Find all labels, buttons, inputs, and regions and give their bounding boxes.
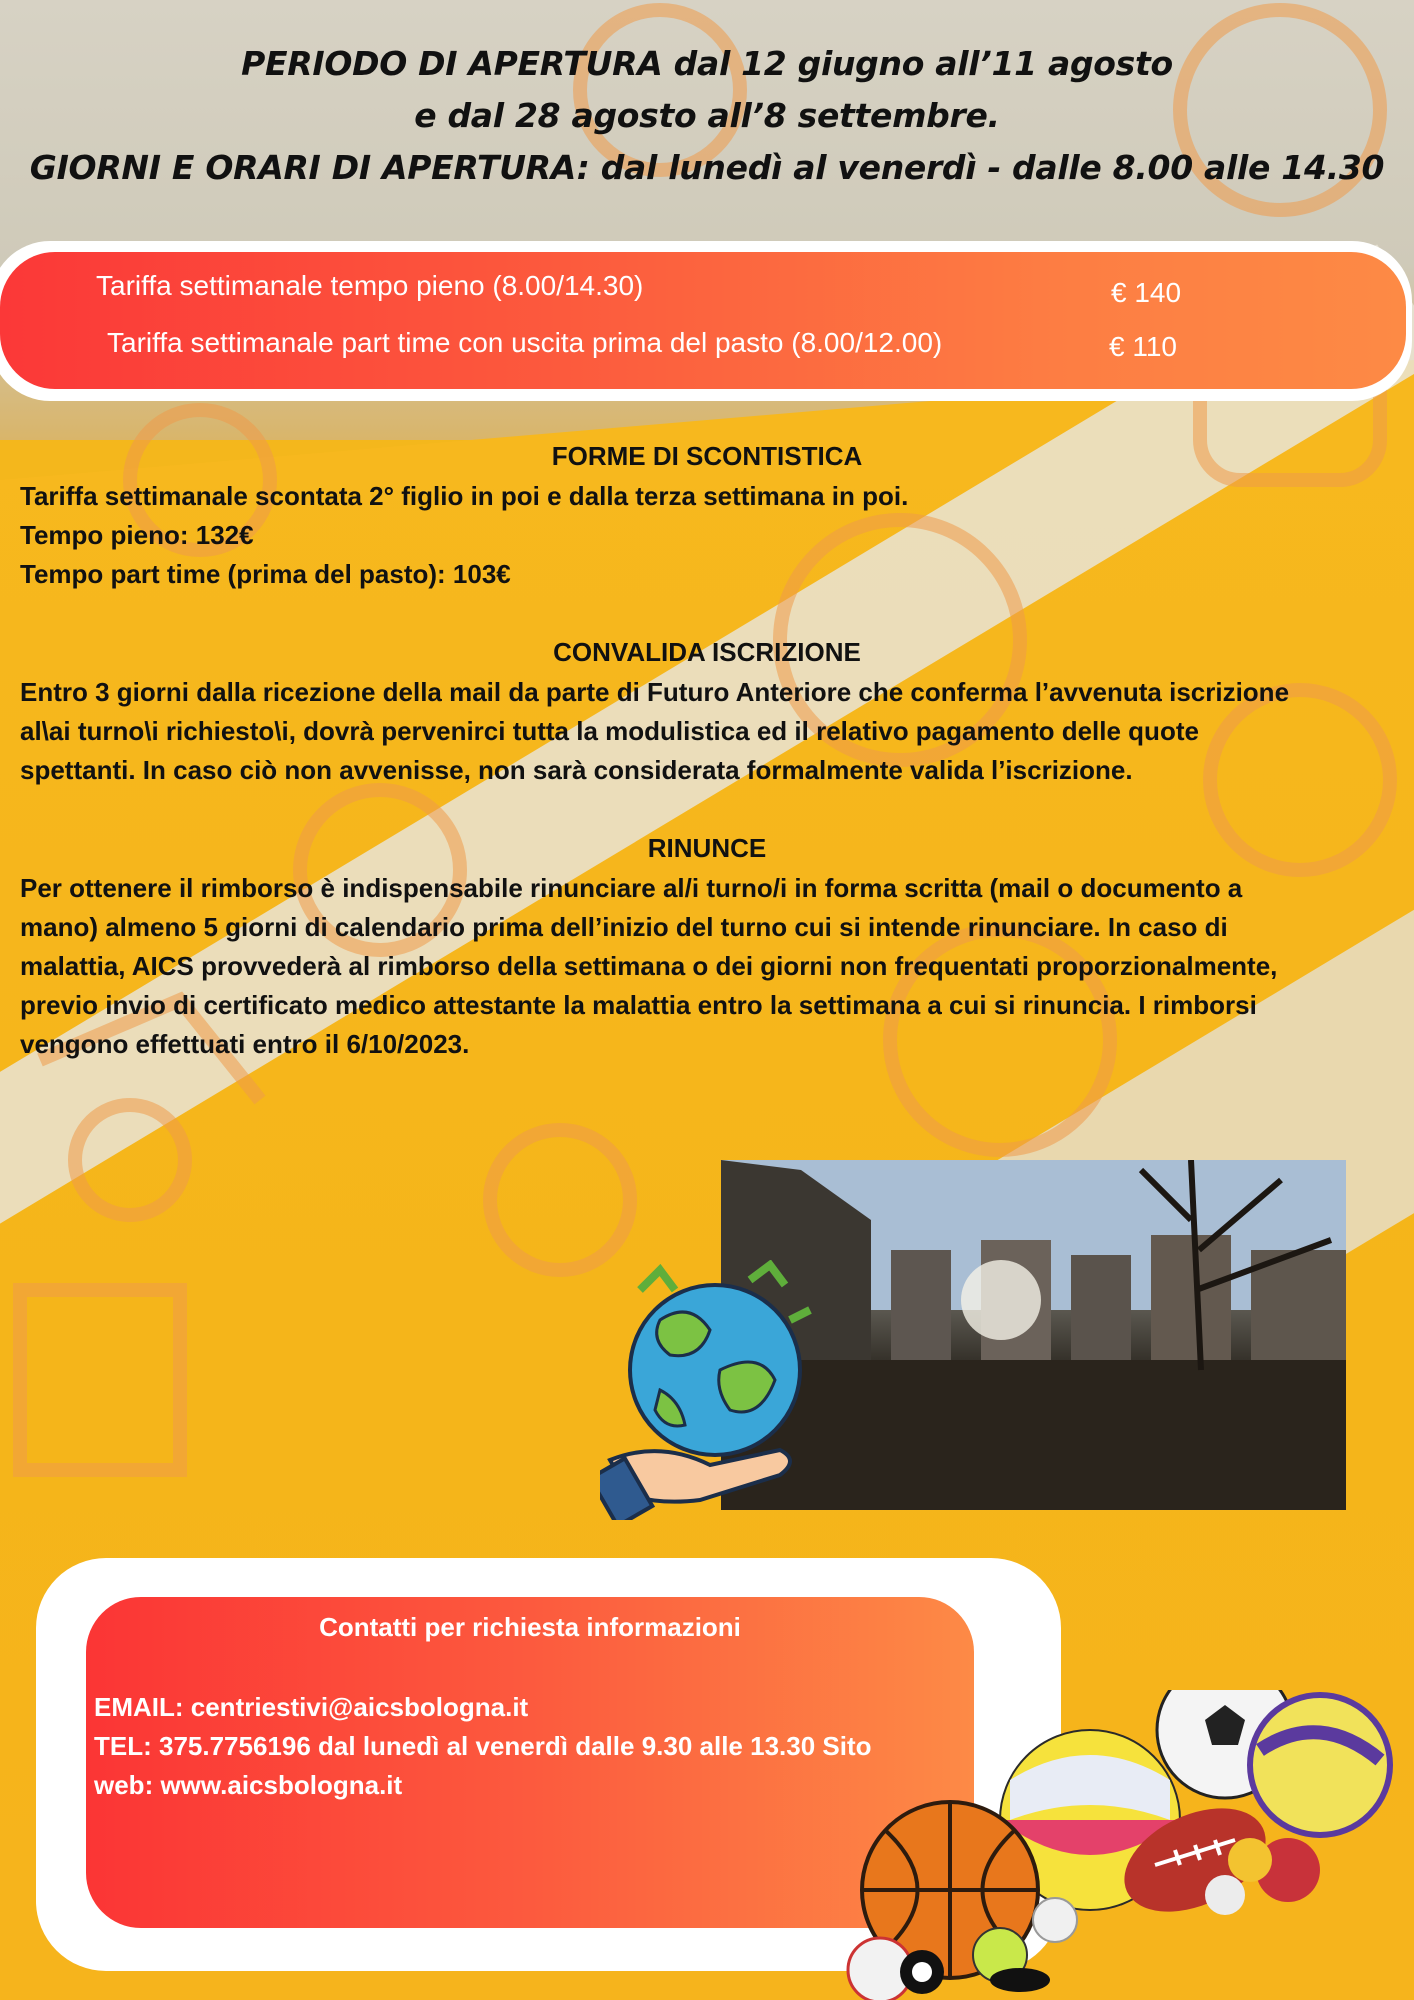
discounts-text <box>20 477 1400 594</box>
contact-title: Contatti per richiesta informazioni <box>319 1612 741 1642</box>
cancellations-line: malattia, AICS provvederà al rimborso della settimana o dei giorni non frequentati proporzionalmente, <box>20 951 1278 981</box>
price-label-full-time: Tariffa settimanale tempo pieno (8.00/14.30) <box>96 270 644 301</box>
validation-line: spettanti. In caso ciò non avvenisse, non sarà considerata formalmente valida l’iscrizione. <box>20 755 1133 785</box>
discounts-title: FORME DI SCONTISTICA <box>551 441 863 471</box>
header-line-2: e dal 28 agosto all’8 settembre. <box>414 96 1000 135</box>
discounts-line: Tempo pieno: 132€ <box>20 520 254 550</box>
validation-line: al\ai turno\i richiesto\i, dovrà pervenirci tutta la modulistica ed il relativo pagamento delle quote <box>20 716 1199 746</box>
discounts-line: Tariffa settimanale scontata 2° figlio in poi e dalla terza settimana in poi. <box>20 481 909 511</box>
validation-line: Entro 3 giorni dalla ricezione della mail da parte di Futuro Anteriore che conferma l’avvenuta iscrizione <box>20 677 1290 707</box>
price-label-part-time: Tariffa settimanale part time con uscita prima del pasto (8.00/12.00) <box>107 327 943 358</box>
cancellations-text <box>20 869 1400 1064</box>
discounts-line: Tempo part time (prima del pasto): 103€ <box>20 559 511 589</box>
sports-balls-illustration <box>840 1690 1414 2000</box>
cancellations-line: vengono effettuati entro il 6/10/2023. <box>20 1029 470 1059</box>
price-amount-part-time: € 110 <box>1109 331 1177 362</box>
cancellations-line: previo invio di certificato medico attestante la malattia entro la settimana a cui si rinuncia. I rimborsi <box>20 990 1257 1020</box>
cancellations-title: RINUNCE <box>647 833 767 863</box>
opening-period-header <box>0 38 1414 194</box>
globe-in-hand-icon <box>600 1260 840 1520</box>
validation-title: CONVALIDA ISCRIZIONE <box>553 637 861 667</box>
price-amount-full-time: € 140 <box>1111 277 1182 308</box>
cancellations-line: Per ottenere il rimborso è indispensabile rinunciare al/i turno/i in forma scritta (mail o documento a <box>20 873 1243 903</box>
cancellations-line: mano) almeno 5 giorni di calendario prima dell’inizio del turno cui si intende rinunciare. In caso di <box>20 912 1228 942</box>
validation-text <box>20 673 1400 790</box>
header-line-1: PERIODO DI APERTURA dal 12 giugno all’11 agosto <box>241 44 1173 83</box>
header-line-3: GIORNI E ORARI DI APERTURA: dal lunedì al venerdì - dalle 8.00 alle 14.30 <box>29 148 1385 187</box>
contact-website[interactable]: web: www.aicsbologna.it <box>94 1770 403 1800</box>
contact-email[interactable]: EMAIL: centriestivi@aicsbologna.it <box>94 1692 529 1722</box>
contact-phone[interactable]: TEL: 375.7756196 dal lunedì al venerdì dalle 9.30 alle 13.30 Sito <box>94 1731 872 1761</box>
